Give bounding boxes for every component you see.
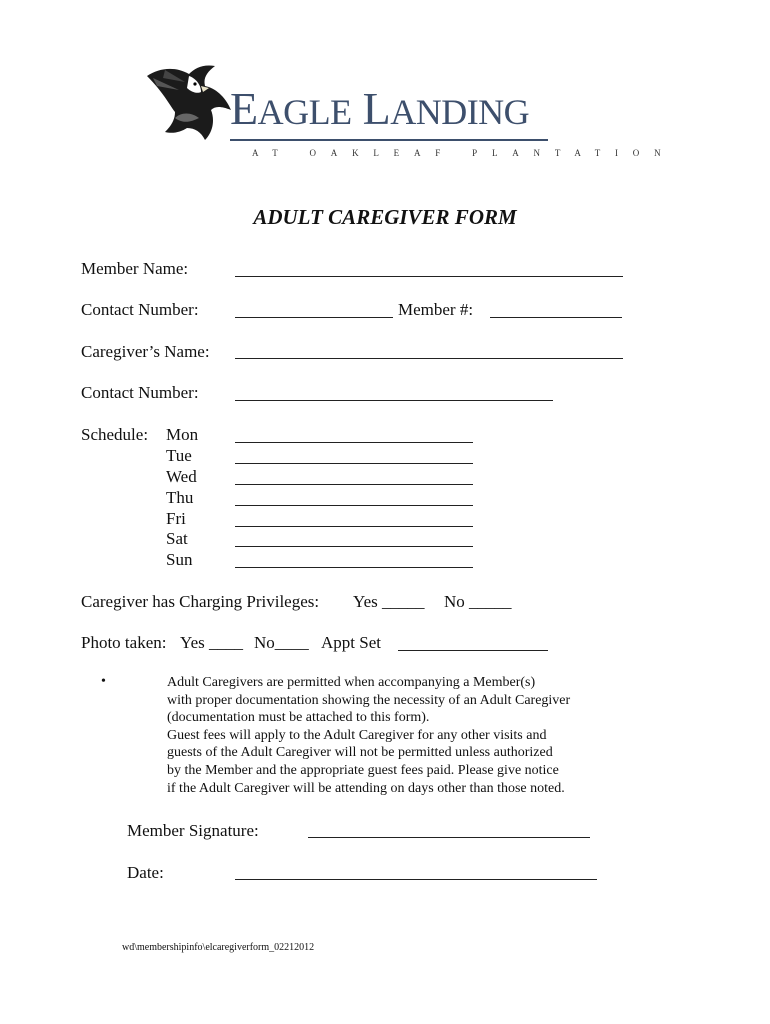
schedule-sat-field[interactable] [235,546,473,547]
schedule-mon-field[interactable] [235,442,473,443]
note-line: guests of the Adult Caregiver will not be permitted unless authorized [167,745,553,761]
member-number-field[interactable] [490,317,622,318]
date-label: Date: [127,863,164,882]
caregiver-name-label: Caregiver’s Name: [81,342,210,361]
note-line: with proper documentation showing the necessity of an Adult Caregiver [167,692,571,708]
schedule-fri-field[interactable] [235,526,473,527]
schedule-day-wed: Wed [166,467,197,486]
note-line: by the Member and the appropriate guest fees paid. Please give notice [167,762,559,778]
logo-divider [230,139,548,141]
notes-paragraph [167,674,637,797]
contact-number-label: Contact Number: [81,300,199,319]
schedule-label: Schedule: [81,425,149,444]
member-signature-field[interactable] [308,837,590,838]
schedule-day-tue: Tue [166,446,192,465]
schedule-tue-field[interactable] [235,463,473,464]
caregiver-contact-number-label: Contact Number: [81,383,199,402]
caregiver-name-field[interactable] [235,358,623,359]
logo-letter-l: L [362,83,391,134]
logo-subtitle: AT OAKLEAF PLANTATION [252,148,676,158]
logo-wordmark [230,83,530,134]
contact-number-field[interactable] [235,317,393,318]
logo-word-anding: ANDING [390,92,530,132]
member-name-label: Member Name: [81,259,189,278]
charging-no-option[interactable]: No _____ [444,592,512,611]
schedule-day-sat: Sat [166,529,188,548]
member-number-label: Member #: [398,300,474,319]
file-path-footer: wd\membershipinfo\elcaregiverform_02212012 [122,942,315,953]
member-signature-label: Member Signature: [127,821,259,840]
note-line: Guest fees will apply to the Adult Caregiver for any other visits and [167,727,547,743]
form-title: ADULT CAREGIVER FORM [253,205,517,229]
appt-set-field[interactable] [398,650,548,651]
schedule-sun-field[interactable] [235,567,473,568]
schedule-day-mon: Mon [166,425,199,444]
logo-word-agle: AGLE [257,92,352,132]
logo-letter-e: E [230,83,258,134]
note-line: if the Adult Caregiver will be attending on days other than those noted. [167,780,565,796]
photo-yes-option[interactable]: Yes ____ [180,633,243,652]
notes-bullet: • [101,674,106,689]
caregiver-contact-number-field[interactable] [235,400,553,401]
schedule-day-thu: Thu [166,488,194,507]
appt-set-label: Appt Set [321,633,381,652]
date-field[interactable] [235,879,597,880]
charging-yes-option[interactable]: Yes _____ [353,592,425,611]
schedule-day-fri: Fri [166,509,186,528]
photo-no-option[interactable]: No____ [254,633,309,652]
charging-privileges-label: Caregiver has Charging Privileges: [81,592,320,611]
schedule-thu-field[interactable] [235,505,473,506]
eagle-logo-icon [145,62,233,142]
member-name-field[interactable] [235,276,623,277]
schedule-day-sun: Sun [166,550,193,569]
note-line: (documentation must be attached to this form). [167,710,430,726]
note-line: Adult Caregivers are permitted when accompanying a Member(s) [167,675,536,690]
schedule-wed-field[interactable] [235,484,473,485]
photo-taken-label: Photo taken: [81,633,167,652]
